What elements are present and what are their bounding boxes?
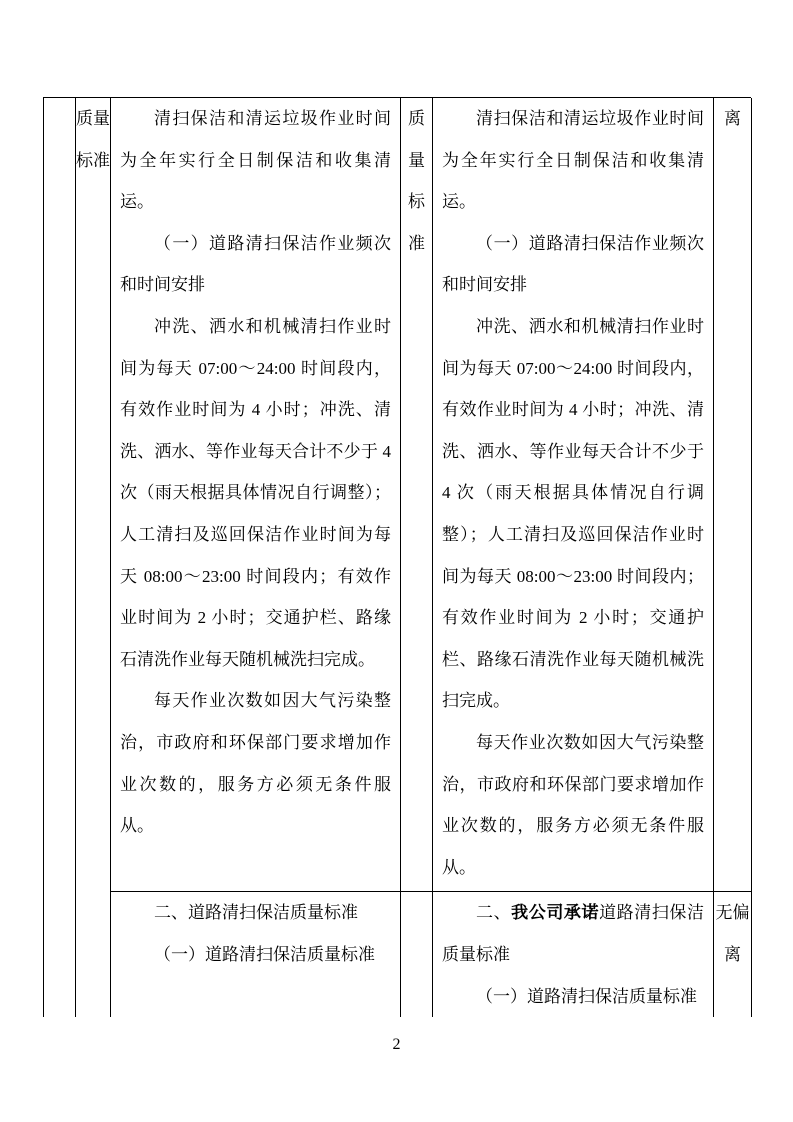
response-paragraph: 每天作业次数如因大气污染整治，市政府和环保部门要求增加作业次数的，服务方必须无条件服从。 — [442, 732, 704, 877]
blank-cell — [44, 98, 76, 1017]
label-cell-quality-standard-right — [401, 98, 433, 891]
comparison-table — [43, 97, 751, 1017]
response-cell-row1 — [433, 98, 714, 891]
requirement-cell-row2 — [111, 891, 401, 1017]
response-paragraph: （一）道路清扫保洁作业频次和时间安排 — [442, 233, 704, 295]
requirement-paragraph: 冲洗、洒水和机械清扫作业时间为每天 07:00～24:00 时间段内，有效作业时间为 4 小时；冲洗、清洗、洒水、等作业每天合计不少于 4 次（雨天根据具体情况自行调整）；人工清扫及巡回保洁作业时间为每天 08:00～23:00 时间段内；有效作业时间为 2 小时；交通护栏、路缘石清洗作业每天随机械洗扫完成。 — [120, 316, 391, 669]
response-heading — [442, 892, 704, 976]
deviation-tail-text: 离 — [724, 109, 741, 128]
requirement-cell-row1 — [111, 98, 401, 891]
bold-commitment-text: 我公司承诺 — [511, 903, 600, 922]
requirement-paragraph: 每天作业次数如因大气污染整治，市政府和环保部门要求增加作业次数的，服务方必须无条件服从。 — [120, 691, 391, 836]
response-paragraph: （一）道路清扫保洁质量标准 — [476, 987, 697, 1006]
response-cell-row2 — [433, 891, 714, 1017]
page-number: 2 — [392, 1036, 401, 1053]
requirement-paragraph: 清扫保洁和清运垃圾作业时间为全年实行全日制保洁和收集清运。 — [120, 109, 391, 212]
label-quality-standard-right: 质量标准 — [408, 109, 425, 253]
response-heading-prefix: 二、 — [476, 903, 512, 922]
response-heading-suffix: 道路清扫保洁质量标准 — [442, 903, 705, 964]
response-paragraph: 清扫保洁和清运垃圾作业时间为全年实行全日制保洁和收集清运。 — [442, 109, 704, 212]
label-cell-empty — [401, 891, 433, 1017]
response-paragraph: 冲洗、洒水和机械清扫作业时间为每天 07:00～24:00 时间段内，有效作业时间为 4 小时；冲洗、清洗、洒水、等作业每天合计不少于 4 次（雨天根据具体情况自行调整）；人工清扫及巡回保洁作业时间为每天 08:00～23:00 时间段内；有效作业时间为 2 小时；交通护栏、路缘石清洗作业每天随机械洗扫完成。 — [442, 316, 704, 711]
label-quality-standard-left: 质量标准 — [76, 109, 110, 170]
deviation-cell-row2 — [714, 891, 752, 1017]
requirement-paragraph: 二、道路清扫保洁质量标准 — [154, 903, 358, 922]
requirement-paragraph: （一）道路清扫保洁质量标准 — [154, 945, 375, 964]
deviation-cell-row1 — [714, 98, 752, 891]
deviation-text: 无偏离 — [715, 903, 750, 964]
requirement-paragraph: （一）道路清扫保洁作业频次和时间安排 — [120, 233, 391, 295]
label-cell-quality-standard-left — [76, 98, 111, 1017]
